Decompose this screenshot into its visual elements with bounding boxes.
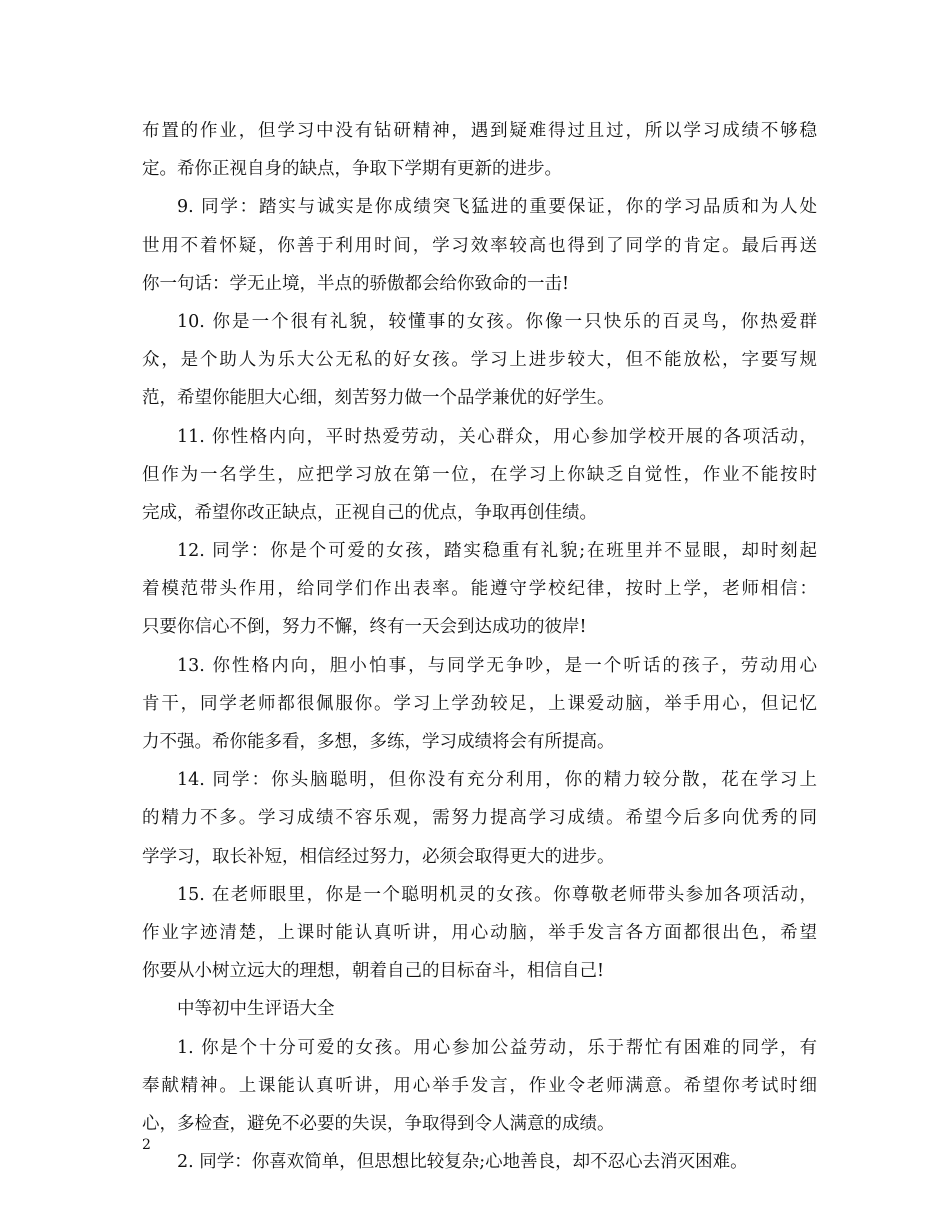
text-line: 1. 你是个十分可爱的女孩。用心参加公益劳动，乐于帮忙有困难的同学，有 [177,1037,817,1058]
text-line: 12. 同学：你是个可爱的女孩，踏实稳重有礼貌;在班里并不显眼，却时刻起 [177,541,817,562]
text-line: 肯干，同学老师都很佩服你。学习上学劲较足，上课爱动脑，举手用心，但记忆 [142,693,817,714]
text-line: 但作为一名学生，应把学习放在第一位，在学习上你缺乏自觉性，作业不能按时 [142,464,817,485]
text-line: 14. 同学：你头脑聪明，但你没有充分利用，你的精力较分散，花在学习上 [177,770,817,791]
text-line: 奉献精神。上课能认真听讲，用心举手发言，作业令老师满意。希望你考试时细 [142,1075,817,1096]
text-line: 2. 同学：你喜欢简单，但思想比较复杂;心地善良，却不忍心去消灭困难。 [177,1152,748,1173]
body-text [142,112,817,1181]
page-number: 2 [142,1137,151,1153]
text-line: 中等初中生评语大全 [177,999,335,1020]
text-line: 心，多检查，避免不必要的失误，争取得到令人满意的成绩。 [142,1113,615,1134]
text-line: 你一句话：学无止境，半点的骄傲都会给你致命的一击! [142,273,570,294]
text-line: 定。希你正视自身的缺点，争取下学期有更新的进步。 [142,159,562,180]
text-line: 范，希望你能胆大心细，刻苦努力做一个品学兼优的好学生。 [142,388,615,409]
text-line: 的精力不多。学习成绩不容乐观，需努力提高学习成绩。希望今后多向优秀的同 [142,808,817,829]
text-line: 布置的作业，但学习中没有钻研精神，遇到疑难得过且过，所以学习成绩不够稳 [142,121,817,141]
text-line: 众，是个助人为乐大公无私的好女孩。学习上进步较大，但不能放松，字要写规 [142,350,817,371]
text-line: 9. 同学：踏实与诚实是你成绩突飞猛进的重要保证，你的学习品质和为人处 [177,197,817,218]
text-line: 世用不着怀疑，你善于利用时间，学习效率较高也得到了同学的肯定。最后再送 [142,235,817,256]
text-line: 10. 你是一个很有礼貌，较懂事的女孩。你像一只快乐的百灵鸟，你热爱群 [177,311,817,332]
text-line: 着模范带头作用，给同学们作出表率。能遵守学校纪律，按时上学，老师相信： [142,579,817,600]
text-line: 11. 你性格内向，平时热爱劳动，关心群众，用心参加学校开展的各项活动， [177,426,817,447]
text-line: 作业字迹清楚，上课时能认真听讲，用心动脑，举手发言各方面都很出色，希望 [142,922,817,943]
text-line: 学学习，取长补短，相信经过努力，必须会取得更大的进步。 [142,846,615,867]
text-line: 只要你信心不倒，努力不懈，终有一天会到达成功的彼岸! [142,617,587,638]
text-line: 力不强。希你能多看，多想，多练，学习成绩将会有所提高。 [142,732,615,752]
text-line: 你要从小树立远大的理想，朝着自己的目标奋斗，相信自己! [142,961,605,982]
text-line: 完成，希望你改正缺点，正视自己的优点，争取再创佳绩。 [142,502,597,523]
text-line: 15. 在老师眼里，你是一个聪明机灵的女孩。你尊敬老师带头参加各项活动， [177,884,817,905]
text-line: 13. 你性格内向，胆小怕事，与同学无争吵，是一个听话的孩子，劳动用心 [177,655,817,676]
